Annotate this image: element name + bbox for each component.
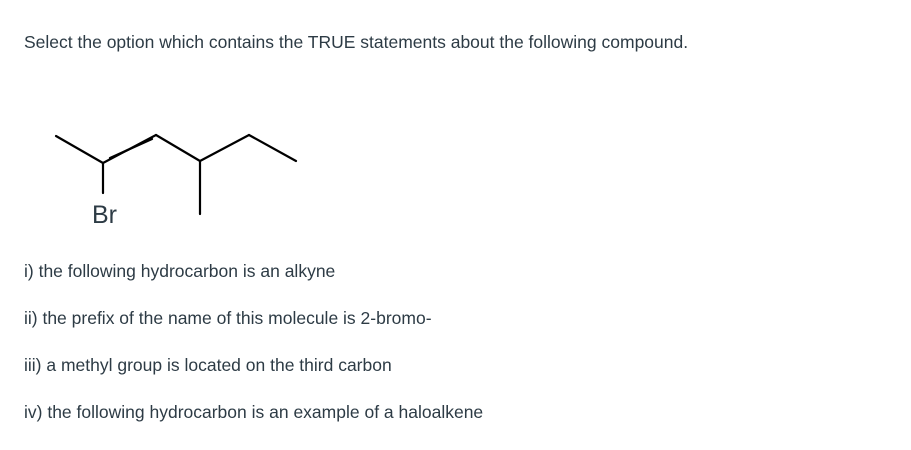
bond-c2-c3-double [110, 139, 152, 158]
bromine-label: Br [92, 201, 117, 229]
statement-i: i) the following hydrocarbon is an alkyne [24, 261, 336, 281]
statement-ii: ii) the prefix of the name of this molecule is 2-bromo- [24, 308, 432, 328]
statement-iii: iii) a methyl group is located on the third carbon [24, 355, 392, 375]
statement-iv: iv) the following hydrocarbon is an example of a haloalkene [24, 402, 484, 422]
skeletal-structure-image [40, 125, 320, 235]
bond-c4-c5 [200, 135, 249, 161]
bond-c1-c2 [56, 136, 103, 163]
bond-c3-c4 [156, 135, 200, 161]
question-prompt: Select the option which contains the TRUE statements about the following compound. [24, 32, 689, 52]
bond-c5-c6 [249, 135, 296, 161]
